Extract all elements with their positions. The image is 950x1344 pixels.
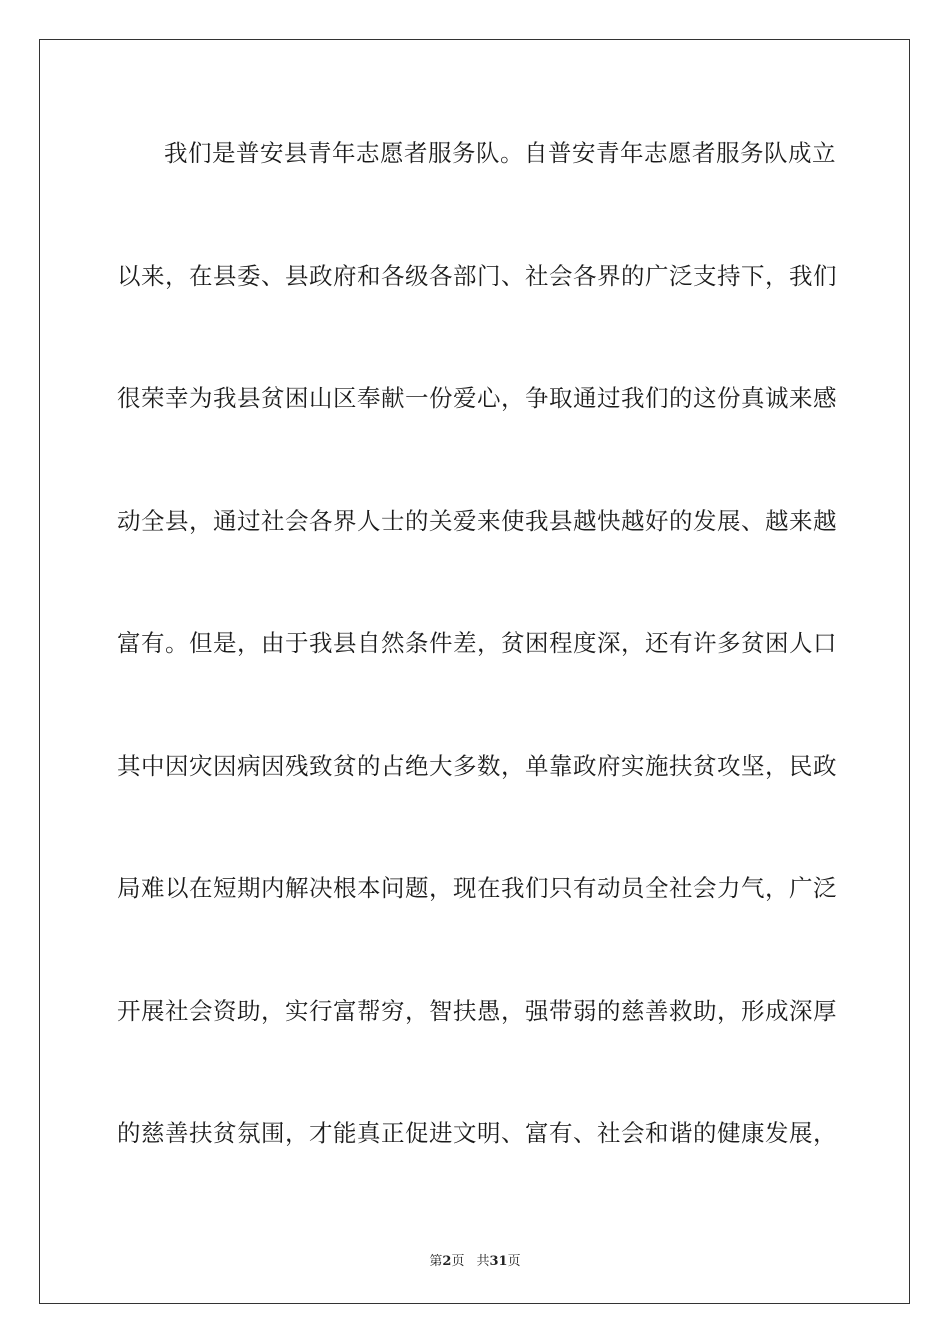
paragraph-line: 富有。但是，由于我县自然条件差，贫困程度深，还有许多贫困人口	[117, 629, 837, 657]
page-suffix: 页	[451, 1254, 465, 1269]
page-number: 2	[442, 1254, 452, 1269]
paragraph-line: 以来，在县委、县政府和各级各部门、社会各界的广泛支持下，我们	[117, 261, 837, 290]
page-prefix: 第	[429, 1254, 443, 1269]
paragraph-line: 开展社会资助，实行富帮穷，智扶愚，强带弱的慈善救助，形成深厚	[117, 996, 837, 1025]
paragraph-line: 局难以在短期内解决根本问题，现在我们只有动员全社会力气，广泛	[117, 874, 837, 902]
paragraph-line: 其中因灾因病因残致贫的占绝大多数，单靠政府实施扶贫攻坚，民政	[117, 751, 837, 780]
paragraph-line: 很荣幸为我县贫困山区奉献一份爱心，争取通过我们的这份真诚来感	[117, 384, 837, 412]
total-pages: 31	[489, 1254, 508, 1269]
paragraph-line: 动全县，通过社会各界人士的关爱来使我县越快越好的发展、越来越	[117, 506, 837, 535]
paragraph-line: 的慈善扶贫氛围，才能真正促进文明、富有、社会和谐的健康发展，	[117, 1119, 837, 1147]
total-prefix: 共	[476, 1254, 490, 1269]
paragraph-line: 我们是普安县青年志愿者服务队。自普安青年志愿者服务队成立	[164, 139, 836, 167]
document-body	[117, 125, 837, 1228]
total-suffix: 页	[507, 1254, 521, 1269]
page-footer	[0, 1250, 950, 1269]
